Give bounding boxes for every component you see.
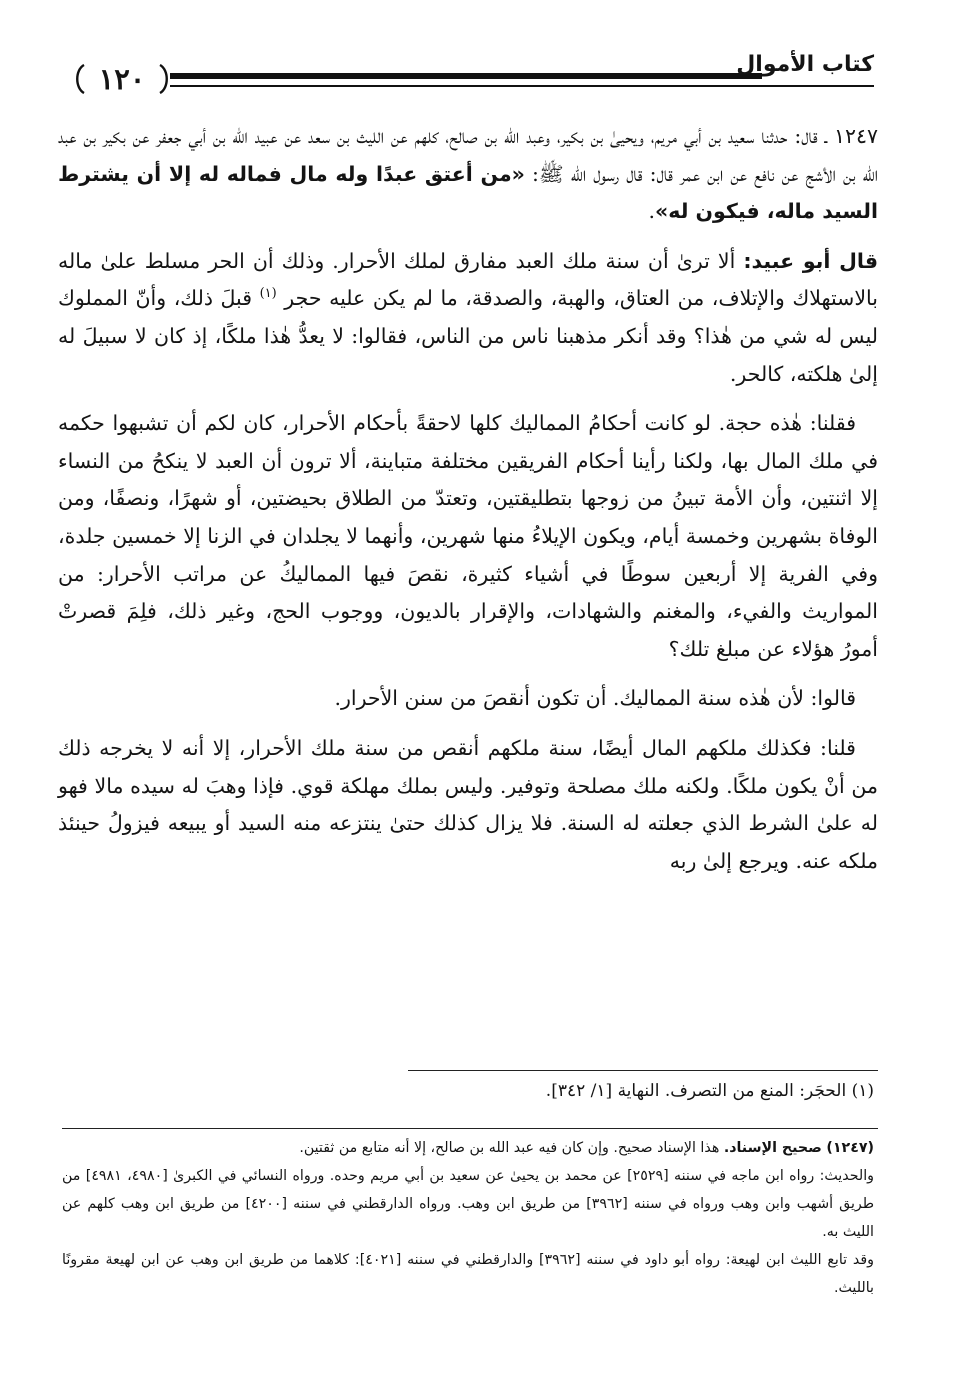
reply-paragraph: قلنا: فكذلك ملكهم المال أيضًا، سنة ملكهم أنقص من سنة ملك الأحرار، إلا أنه لا يخرجه ذلك من أنْ يكون ملكًا. ولكنه ملك مصلحة وتوفير. وليس بملك مهلكة قوي. فإذا وهبَ له سيده مالا فهو له علىٰ الشرط الذي جعلته له السنة. فلا يزال كذلك حتىٰ ينتزعه منه السيد أو يبيعه فيزولُ حينئذ ملكه عنه. ويرجع إلىٰ ربه [58, 735, 878, 873]
paragraph-text: ألا ترىٰ أن سنة ملك العبد مفارق لملك الأحرار. وذلك أن الحر مسلط علىٰ ماله بالاستهلاك والإتلاف، من العتاق، والهبة، والصدقة، ما لم يكن عليه حجر [58, 248, 878, 311]
header-rule-thin [170, 85, 874, 87]
footnote: (١) الحجَر: المنع من التصرف. النهاية [١/ ٣٤٢]. [545, 1081, 874, 1101]
speaker-label: قال أبو عبيد: [743, 248, 878, 273]
takhrij-grade: صحيح الإسناد. [723, 1140, 822, 1156]
paragraph-text: قبلَ ذلك، وأنّ المملوك ليس له شي من هٰذا؟ وقد أنكر مذهبنا ناس من الناس، فقالوا: لا يعدُّ هٰذا ملكًا، إذ كان لا سبيلَ له إلىٰ هلكته، كالحر. [58, 286, 878, 386]
takhrij-number: (١٢٤٧) [826, 1140, 874, 1156]
footnote-separator [408, 1070, 878, 1071]
takhrij-notes [62, 1134, 874, 1302]
page-number-bracket-right-icon [158, 64, 172, 94]
takhrij-line: وقد تابع الليث ابن لهيعة: رواه أبو داود في سننه [٣٩٦٢] والدارقطني في سننه [٤٠٢١]: كلاهما من طريق ابن وهب عن ابن لهيعة مقرونًا بالليث. [62, 1252, 875, 1296]
abu-ubayd-paragraph [58, 243, 878, 393]
page-number: ١٢٠ [98, 62, 146, 96]
hadith-isnad: ١٢٤٧ ـ قال: حدثنا سعيد بن أبي مريم، ويحيىٰ بن بكير، وعبد الله بن صالح، كلهم عن الليث بن سعد عن عبيد الله بن أبي جعفر عن بكير بن عبد الله بن الأشج عن نافع عن ابن عمر قال: قال رسول الله ﷺ: [58, 124, 878, 186]
takhrij-separator [62, 1128, 878, 1129]
objection-paragraph: قالوا: لأن هٰذه سنة المماليك. أن تكون أنقصَ من سنن الأحرار. [334, 686, 856, 711]
header-rule-thick [170, 73, 762, 79]
hadith-matn: «من أعتق عبدًا وله مال فماله له إلا أن يشترط السيد ماله، فيكون له» [58, 161, 878, 224]
hadith-end: . [648, 199, 656, 224]
running-header [72, 52, 874, 104]
hadith-paragraph [58, 118, 878, 231]
takhrij-line: والحديث: رواه ابن ماجه في سننه [٢٥٢٩] عن محمد بن يحيىٰ عن سعيد بن أبي مريم وحده. ورواه النسائي في الكبرىٰ [٤٩٨٠، ٤٩٨١] من طريق أشهب وابن وهب ورواه في سننه [٣٩٦٢] من طريق ابن وهب. ورواه الدارقطني في سننه [٤٢٠٠] من طريق ابن وهب كلهم عن الليث به. [62, 1168, 875, 1240]
footnote-marker[interactable]: (١) [259, 286, 277, 302]
book-title: كتاب الأموال [736, 52, 874, 77]
main-text [58, 118, 878, 892]
takhrij-grade-line [62, 1134, 874, 1162]
rebuttal-paragraph: فقلنا: هٰذه حجة. لو كانت أحكامُ المماليك كلها لاحقةً بأحكام الأحرار، كان لكم أن تشبهوا حكمه في ملك المال بها، ولكنا رأينا أحكام الفريقين مختلفة متباينة، ألا ترون أن العبد لا ينكحُ من النساء إلا اثنتين، وأن الأمة تبينُ من زوجها بتطليقتين، وتعتدّ من الطلاق بحيضتين، أو شهرًا، ونصفًا، ومن الوفاة بشهرين وخمسة أيام، ويكون الإيلاءُ منها شهرين، وأنهما لا يجلدان في الزنا إلا خمسين جلدة، وفي الفرية إلا أربعين سوطًا في أشياء كثيرة، نقصَ فيها المماليكُ عن مراتب الأحرار: من المواريث والفيء، والمغنم والشهادات، والإقرار بالديون، ووجوب الحج، وغير ذلك، فلِمَ قصرتْ أمورُ هؤلاء عن مبلغ تلك؟ [58, 411, 878, 661]
takhrij-grade-text: هذا الإسناد صحيح. وإن كان فيه عبد الله بن صالح، إلا أنه متابع من ثقتين. [299, 1140, 724, 1156]
